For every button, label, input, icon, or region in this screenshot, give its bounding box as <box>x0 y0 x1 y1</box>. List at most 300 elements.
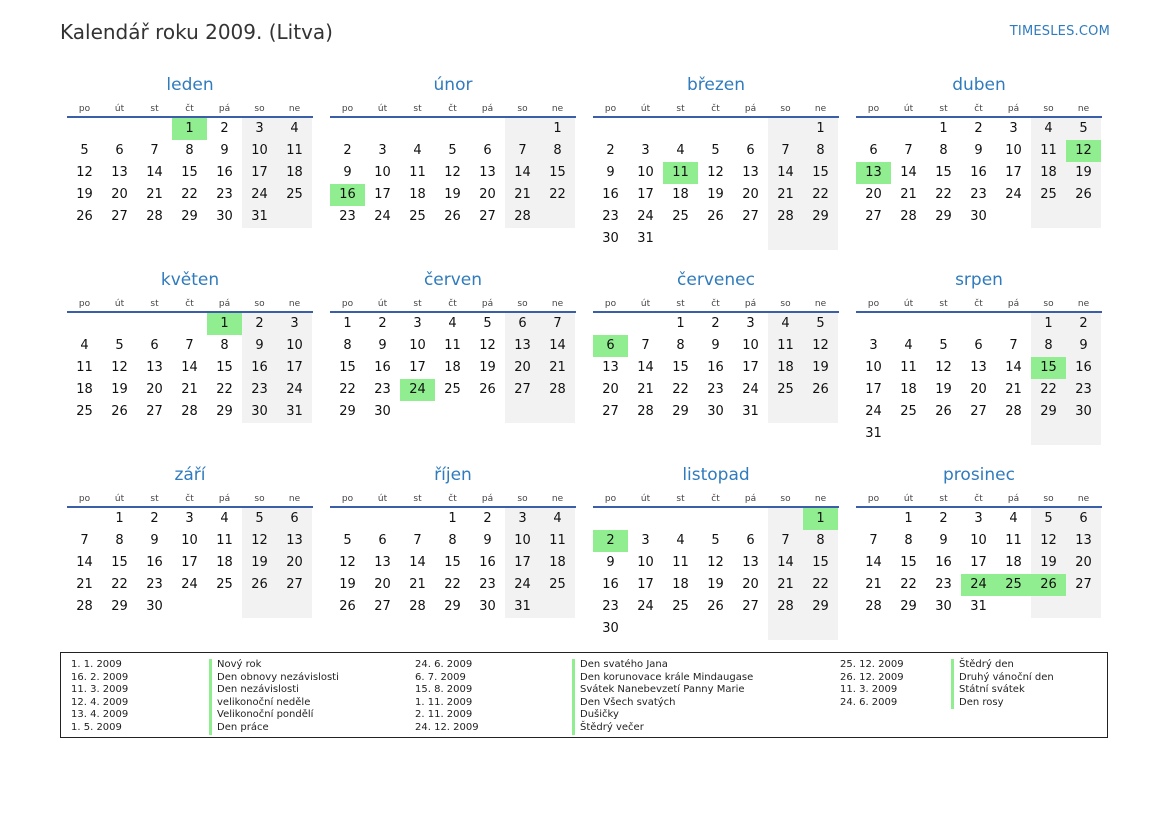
day-cell: 5 <box>343 533 352 548</box>
day-cell: 10 <box>1005 143 1022 158</box>
day-cell: 6 <box>150 338 159 353</box>
legend-holiday-name: Velikonoční pondělí <box>209 709 339 722</box>
day-cell: 3 <box>242 118 277 140</box>
legend-date: 1. 1. 2009 <box>71 659 122 670</box>
holiday-day-cell: 2 <box>593 530 628 552</box>
empty-cell <box>137 313 172 335</box>
empty-cell <box>593 118 628 140</box>
day-cell: 30 <box>479 599 496 614</box>
empty-cell <box>207 596 242 618</box>
day-cell: 18 <box>1031 162 1066 184</box>
holiday-day-cell: 26 <box>1031 574 1066 596</box>
month-name: září <box>174 465 206 485</box>
day-cell: 10 <box>865 360 882 375</box>
empty-cell <box>768 118 803 140</box>
weekday-label: po <box>867 299 880 309</box>
day-cell: 16 <box>707 360 724 375</box>
empty-cell <box>891 118 926 140</box>
empty-cell <box>733 508 768 530</box>
day-cell: 18 <box>277 162 312 184</box>
day-cell: 21 <box>76 577 93 592</box>
weekday-label: pá <box>218 299 231 309</box>
day-cell: 25 <box>900 404 917 419</box>
empty-cell <box>593 508 628 530</box>
day-cell: 3 <box>185 511 194 526</box>
weekday-label: ne <box>551 299 564 309</box>
empty-cell <box>172 596 207 618</box>
weekday-label: st <box>150 494 159 504</box>
day-cell: 26 <box>339 599 356 614</box>
weekday-header <box>67 293 313 313</box>
day-cell: 5 <box>803 313 838 335</box>
month-září <box>67 462 313 618</box>
day-cell: 30 <box>242 401 277 423</box>
weekday-header <box>330 98 576 118</box>
day-cell: 24 <box>181 577 198 592</box>
day-cell: 26 <box>803 379 838 401</box>
holiday-legend <box>60 652 1108 738</box>
day-cell: 17 <box>277 357 312 379</box>
weekday-label: út <box>640 299 651 309</box>
weekday-label: čt <box>974 494 983 504</box>
day-cell: 22 <box>803 184 838 206</box>
day-cell: 6 <box>869 143 878 158</box>
weekday-label: út <box>640 494 651 504</box>
legend-date: 25. 12. 2009 <box>840 659 904 670</box>
weekday-label: po <box>341 299 354 309</box>
day-cell: 9 <box>378 338 387 353</box>
weekday-label: so <box>780 104 791 114</box>
day-cell: 5 <box>483 316 492 331</box>
day-cell: 16 <box>602 577 619 592</box>
day-cell: 16 <box>146 555 163 570</box>
weekday-label: pá <box>744 104 757 114</box>
day-cell: 12 <box>339 555 356 570</box>
empty-cell <box>733 228 768 250</box>
holiday-day-cell: 12 <box>1066 140 1101 162</box>
empty-cell <box>961 423 996 445</box>
day-cell: 20 <box>146 382 163 397</box>
day-cell: 2 <box>483 511 492 526</box>
day-cell: 27 <box>277 574 312 596</box>
day-cell: 2 <box>939 511 948 526</box>
weekday-label: ne <box>288 299 301 309</box>
day-cell: 27 <box>865 209 882 224</box>
day-cell: 28 <box>505 206 540 228</box>
day-cell: 8 <box>448 533 457 548</box>
empty-cell <box>102 313 137 335</box>
day-cell: 9 <box>939 533 948 548</box>
legend-holiday-name: Druhý vánoční den <box>951 672 1054 685</box>
weekday-label: po <box>604 104 617 114</box>
day-cell: 4 <box>220 511 229 526</box>
day-cell: 29 <box>111 599 128 614</box>
day-cell: 24 <box>865 404 882 419</box>
weekday-label: pá <box>218 494 231 504</box>
day-cell: 9 <box>606 555 615 570</box>
day-cell: 10 <box>637 165 654 180</box>
day-cell: 14 <box>1005 360 1022 375</box>
day-cell: 12 <box>444 165 461 180</box>
legend-date: 15. 8. 2009 <box>415 684 473 696</box>
day-cell: 4 <box>1031 118 1066 140</box>
day-cell: 7 <box>1009 338 1018 353</box>
day-cell: 27 <box>146 404 163 419</box>
day-cell: 15 <box>339 360 356 375</box>
day-cell: 6 <box>483 143 492 158</box>
day-cell: 8 <box>676 338 685 353</box>
day-cell: 5 <box>711 533 720 548</box>
day-cell: 26 <box>935 404 952 419</box>
legend-holiday-name: Den Všech svatých <box>572 697 753 710</box>
day-cell: 19 <box>803 357 838 379</box>
weekday-header <box>593 98 839 118</box>
weekday-label: so <box>254 104 265 114</box>
empty-cell <box>698 118 733 140</box>
day-cell: 13 <box>742 555 759 570</box>
day-cell: 30 <box>374 404 391 419</box>
site-brand-link[interactable]: TIMESLES.COM <box>1009 24 1110 39</box>
day-cell: 19 <box>707 187 724 202</box>
holiday-day-cell: 1 <box>207 313 242 335</box>
weekday-label: st <box>150 104 159 114</box>
holiday-day-cell: 13 <box>856 162 891 184</box>
day-cell: 7 <box>869 533 878 548</box>
weekday-label: pá <box>218 104 231 114</box>
day-cell: 2 <box>378 316 387 331</box>
month-name: květen <box>160 270 220 290</box>
day-cell: 9 <box>220 143 229 158</box>
month-name: prosinec <box>943 465 1015 485</box>
day-cell: 8 <box>904 533 913 548</box>
day-cell: 4 <box>277 118 312 140</box>
day-cell: 23 <box>935 577 952 592</box>
day-cell: 11 <box>540 530 575 552</box>
legend-date: 6. 7. 2009 <box>415 671 466 683</box>
day-grid <box>856 118 1102 228</box>
day-cell: 11 <box>277 140 312 162</box>
day-cell: 11 <box>768 335 803 357</box>
day-cell: 19 <box>242 552 277 574</box>
day-cell: 30 <box>146 599 163 614</box>
day-cell: 28 <box>768 596 803 618</box>
month-květen <box>67 267 313 423</box>
weekday-label: út <box>903 299 914 309</box>
legend-date: 24. 6. 2009 <box>415 659 473 670</box>
day-cell: 11 <box>1031 140 1066 162</box>
day-cell: 19 <box>1066 162 1101 184</box>
month-name: říjen <box>434 465 472 485</box>
day-cell: 3 <box>413 316 422 331</box>
day-grid <box>67 118 313 228</box>
day-cell: 1 <box>448 511 457 526</box>
day-cell: 26 <box>111 404 128 419</box>
weekday-label: ne <box>814 494 827 504</box>
day-cell: 4 <box>768 313 803 335</box>
day-grid <box>330 313 576 423</box>
weekday-label: čt <box>185 299 194 309</box>
day-cell: 10 <box>505 530 540 552</box>
day-cell: 17 <box>970 555 987 570</box>
weekday-label: po <box>604 494 617 504</box>
day-cell: 14 <box>900 165 917 180</box>
day-cell: 9 <box>150 533 159 548</box>
empty-cell <box>856 508 891 530</box>
month-name: únor <box>433 75 473 95</box>
day-cell: 19 <box>935 382 952 397</box>
day-cell: 15 <box>181 165 198 180</box>
weekday-label: čt <box>185 494 194 504</box>
day-cell: 27 <box>970 404 987 419</box>
day-cell: 3 <box>869 338 878 353</box>
day-cell: 9 <box>343 165 352 180</box>
day-cell: 19 <box>479 360 496 375</box>
weekday-label: st <box>413 299 422 309</box>
weekday-label: ne <box>551 494 564 504</box>
weekday-header <box>67 98 313 118</box>
empty-cell <box>277 596 312 618</box>
weekday-label: út <box>114 104 125 114</box>
weekday-header <box>67 488 313 508</box>
day-cell: 15 <box>672 360 689 375</box>
day-cell: 4 <box>676 533 685 548</box>
day-cell: 16 <box>602 187 619 202</box>
day-cell: 20 <box>1066 552 1101 574</box>
day-cell: 23 <box>216 187 233 202</box>
day-cell: 31 <box>277 401 312 423</box>
legend-date: 1. 11. 2009 <box>415 696 473 708</box>
day-cell: 30 <box>935 599 952 614</box>
day-cell: 31 <box>970 599 987 614</box>
weekday-label: út <box>377 299 388 309</box>
day-cell: 27 <box>505 379 540 401</box>
day-cell: 23 <box>339 209 356 224</box>
day-cell: 1 <box>540 118 575 140</box>
weekday-header <box>330 293 576 313</box>
empty-cell <box>400 508 435 530</box>
day-cell: 26 <box>444 209 461 224</box>
day-cell: 12 <box>707 165 724 180</box>
weekday-label: so <box>1043 494 1054 504</box>
legend-holiday-name: Den svatého Jana <box>572 659 753 672</box>
empty-cell <box>1031 206 1066 228</box>
empty-cell <box>628 508 663 530</box>
months-grid <box>67 72 1112 647</box>
day-cell: 7 <box>904 143 913 158</box>
legend-date: 26. 12. 2009 <box>840 671 904 683</box>
day-cell: 15 <box>540 162 575 184</box>
weekday-label: st <box>939 104 948 114</box>
month-leden <box>67 72 313 228</box>
day-cell: 23 <box>602 209 619 224</box>
empty-cell <box>67 313 102 335</box>
day-cell: 4 <box>676 143 685 158</box>
day-cell: 5 <box>448 143 457 158</box>
weekday-label: ne <box>814 299 827 309</box>
empty-cell <box>242 596 277 618</box>
day-cell: 11 <box>672 555 689 570</box>
day-cell: 21 <box>540 357 575 379</box>
day-cell: 7 <box>185 338 194 353</box>
day-cell: 21 <box>409 577 426 592</box>
weekday-label: pá <box>481 494 494 504</box>
day-cell: 24 <box>637 599 654 614</box>
day-cell: 8 <box>1031 335 1066 357</box>
day-cell: 18 <box>76 382 93 397</box>
weekday-label: ne <box>1077 494 1090 504</box>
day-cell: 2 <box>343 143 352 158</box>
empty-cell <box>803 401 838 423</box>
day-cell: 23 <box>479 577 496 592</box>
day-cell: 26 <box>707 599 724 614</box>
empty-cell <box>540 206 575 228</box>
weekday-label: st <box>676 494 685 504</box>
weekday-label: so <box>1043 299 1054 309</box>
day-cell: 1 <box>1031 313 1066 335</box>
day-cell: 6 <box>1066 508 1101 530</box>
day-cell: 1 <box>115 511 124 526</box>
day-cell: 12 <box>111 360 128 375</box>
weekday-label: čt <box>974 299 983 309</box>
empty-cell <box>891 313 926 335</box>
weekday-label: po <box>78 494 91 504</box>
empty-cell <box>996 313 1031 335</box>
day-cell: 28 <box>865 599 882 614</box>
day-cell: 25 <box>768 379 803 401</box>
day-grid <box>856 508 1102 618</box>
day-cell: 6 <box>746 143 755 158</box>
day-cell: 14 <box>181 360 198 375</box>
day-cell: 29 <box>181 209 198 224</box>
empty-cell <box>505 118 540 140</box>
day-cell: 13 <box>505 335 540 357</box>
weekday-label: so <box>517 104 528 114</box>
weekday-label: út <box>114 299 125 309</box>
holiday-day-cell: 24 <box>961 574 996 596</box>
legend-holiday-name: Den práce <box>209 722 339 735</box>
day-cell: 25 <box>1031 184 1066 206</box>
day-cell: 25 <box>216 577 233 592</box>
day-cell: 24 <box>374 209 391 224</box>
day-cell: 21 <box>1005 382 1022 397</box>
day-cell: 17 <box>865 382 882 397</box>
day-cell: 13 <box>602 360 619 375</box>
day-cell: 31 <box>242 206 277 228</box>
empty-cell <box>400 118 435 140</box>
holiday-day-cell: 16 <box>330 184 365 206</box>
day-cell: 6 <box>505 313 540 335</box>
weekday-label: po <box>341 104 354 114</box>
day-grid <box>67 508 313 618</box>
day-grid <box>593 508 839 640</box>
day-cell: 24 <box>742 382 759 397</box>
day-cell: 27 <box>111 209 128 224</box>
weekday-label: ne <box>551 104 564 114</box>
empty-cell <box>435 401 470 423</box>
legend-holiday-name: Dušičky <box>572 709 753 722</box>
legend-holiday-name: Svátek Nanebevzetí Panny Marie <box>572 684 753 697</box>
day-cell: 13 <box>277 530 312 552</box>
day-cell: 11 <box>409 165 426 180</box>
empty-cell <box>67 118 102 140</box>
day-cell: 21 <box>505 184 540 206</box>
weekday-label: st <box>939 299 948 309</box>
month-listopad <box>593 462 839 640</box>
weekday-label: st <box>676 299 685 309</box>
day-cell: 4 <box>80 338 89 353</box>
day-cell: 1 <box>676 316 685 331</box>
day-cell: 2 <box>974 121 983 136</box>
day-cell: 25 <box>76 404 93 419</box>
day-cell: 19 <box>1031 552 1066 574</box>
empty-cell <box>470 118 505 140</box>
weekday-label: po <box>867 494 880 504</box>
legend-date: 24. 12. 2009 <box>415 721 479 733</box>
day-cell: 15 <box>216 360 233 375</box>
day-cell: 15 <box>803 162 838 184</box>
day-cell: 11 <box>900 360 917 375</box>
weekday-label: po <box>867 104 880 114</box>
empty-cell <box>698 618 733 640</box>
day-grid <box>593 313 839 423</box>
day-cell: 3 <box>641 143 650 158</box>
weekday-label: po <box>604 299 617 309</box>
day-cell: 7 <box>150 143 159 158</box>
day-cell: 22 <box>216 382 233 397</box>
month-name: červenec <box>677 270 755 290</box>
day-grid <box>67 313 313 423</box>
day-cell: 3 <box>505 508 540 530</box>
day-cell: 25 <box>444 382 461 397</box>
legend-holiday-name: Den nezávislosti <box>209 684 339 697</box>
day-cell: 29 <box>339 404 356 419</box>
empty-cell <box>505 401 540 423</box>
day-cell: 16 <box>1066 357 1101 379</box>
month-červen <box>330 267 576 423</box>
day-cell: 8 <box>343 338 352 353</box>
day-cell: 5 <box>711 143 720 158</box>
day-cell: 24 <box>242 184 277 206</box>
day-cell: 24 <box>637 209 654 224</box>
legend-holiday-name: Štědrý den <box>951 659 1054 672</box>
weekday-label: st <box>939 494 948 504</box>
day-cell: 14 <box>768 162 803 184</box>
day-cell: 8 <box>540 140 575 162</box>
holiday-day-cell: 1 <box>803 508 838 530</box>
day-cell: 2 <box>150 511 159 526</box>
empty-cell <box>733 618 768 640</box>
day-cell: 6 <box>378 533 387 548</box>
day-cell: 3 <box>378 143 387 158</box>
day-cell: 5 <box>1031 508 1066 530</box>
day-cell: 29 <box>935 209 952 224</box>
weekday-label: čt <box>448 104 457 114</box>
day-cell: 19 <box>444 187 461 202</box>
day-cell: 18 <box>540 552 575 574</box>
empty-cell <box>137 118 172 140</box>
day-cell: 25 <box>540 574 575 596</box>
month-prosinec <box>856 462 1102 618</box>
day-cell: 22 <box>900 577 917 592</box>
month-červenec <box>593 267 839 423</box>
day-cell: 11 <box>216 533 233 548</box>
day-cell: 15 <box>803 552 838 574</box>
day-cell: 10 <box>242 140 277 162</box>
day-cell: 4 <box>413 143 422 158</box>
weekday-label: ne <box>288 494 301 504</box>
empty-cell <box>1066 596 1101 618</box>
day-cell: 18 <box>672 187 689 202</box>
